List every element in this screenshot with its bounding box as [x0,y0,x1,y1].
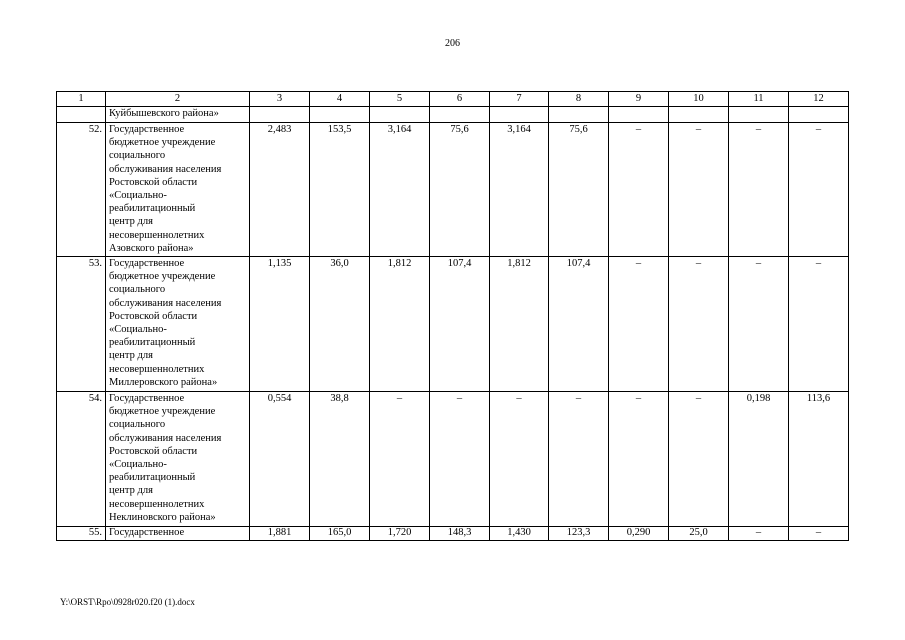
name-line: центр для [109,350,153,362]
value-cell: – [370,392,430,527]
name-line: Ростовской области [109,310,198,322]
value-cell: – [789,257,849,392]
data-table [56,91,849,541]
continuation-cell [609,107,669,123]
name-line: Государственное [109,258,185,269]
continuation-cell [370,107,430,123]
name-line: «Социально- [109,459,167,471]
value-cell: 1,720 [370,527,430,541]
value-cell: – [609,123,669,257]
name-line: Неклиновского района» [109,511,216,523]
header-cell: 4 [310,92,370,107]
continuation-name-cell: Куйбышевского района» [106,107,250,123]
value-cell: 107,4 [430,257,490,392]
name-line: Государственное [109,393,185,404]
value-cell: 148,3 [430,527,490,541]
institution-name-cell [106,257,250,392]
value-cell: – [549,392,609,527]
value-cell: 75,6 [549,123,609,257]
value-cell: 1,812 [490,257,549,392]
header-cell: 5 [370,92,430,107]
institution-name-cell [106,527,250,541]
value-cell: 75,6 [430,123,490,257]
value-cell: – [729,257,789,392]
name-line: Ростовской области [109,445,198,457]
value-cell: – [669,257,729,392]
name-line: обслуживания населения [109,297,222,309]
table-row [57,392,849,527]
value-cell: 113,6 [789,392,849,527]
name-line: несовершеннолетних [109,229,205,241]
continuation-cell [789,107,849,123]
page-number: 206 [445,38,460,49]
header-cell: 11 [729,92,789,107]
row-number-cell: 53. [57,257,106,392]
value-cell: 38,8 [310,392,370,527]
continuation-cell [250,107,310,123]
name-line: «Социально- [109,324,167,336]
name-line: обслуживания населения [109,163,222,175]
continuation-cell [430,107,490,123]
value-cell: 2,483 [250,123,310,257]
value-cell: 1,430 [490,527,549,541]
institution-name-cell [106,123,250,257]
name-line: социального [109,284,166,296]
name-line: реабилитационный [109,472,196,484]
table-row [57,123,849,257]
row-number-cell: 52. [57,123,106,257]
header-cell: 12 [789,92,849,107]
header-cell: 2 [106,92,250,107]
name-line: Ростовской области [109,176,198,188]
value-cell: – [789,527,849,541]
continuation-cell [57,107,106,123]
value-cell: – [609,392,669,527]
value-cell: 25,0 [669,527,729,541]
header-cell: 6 [430,92,490,107]
value-cell: 107,4 [549,257,609,392]
continuation-cell [310,107,370,123]
header-cell: 10 [669,92,729,107]
name-line: социального [109,419,166,431]
name-line: центр для [109,216,153,228]
name-line: Азовского района» [109,242,194,254]
value-cell: 1,881 [250,527,310,541]
value-cell: 123,3 [549,527,609,541]
value-cell: 36,0 [310,257,370,392]
header-cell: 9 [609,92,669,107]
value-cell: 0,198 [729,392,789,527]
table-row [57,527,849,541]
value-cell: – [669,123,729,257]
name-line: бюджетное учреждение [109,271,216,283]
value-cell: 1,135 [250,257,310,392]
header-cell: 7 [490,92,549,107]
table-row [57,257,849,392]
continuation-cell [729,107,789,123]
table-header-row [57,92,849,107]
value-cell: 153,5 [310,123,370,257]
value-cell: – [609,257,669,392]
footer-file-path: Y:\ORST\Rpo\0928r020.f20 (1).docx [60,597,195,607]
row-number-cell: 54. [57,392,106,527]
value-cell: – [430,392,490,527]
header-cell: 1 [57,92,106,107]
value-cell: 3,164 [370,123,430,257]
name-line: Миллеровского района» [109,376,218,388]
value-cell: 0,554 [250,392,310,527]
row-number-cell: 55. [57,527,106,541]
name-line: реабилитационный [109,203,196,215]
institution-name-cell [106,392,250,527]
continuation-cell [669,107,729,123]
value-cell: 0,290 [609,527,669,541]
value-cell: – [669,392,729,527]
name-line: Государственное [109,527,185,538]
name-line: Государственное [109,124,185,135]
header-cell: 3 [250,92,310,107]
name-line: несовершеннолетних [109,363,205,375]
name-line: реабилитационный [109,337,196,349]
continuation-cell [549,107,609,123]
name-line: центр для [109,485,153,497]
value-cell: 3,164 [490,123,549,257]
value-cell: – [490,392,549,527]
value-cell: – [789,123,849,257]
name-line: бюджетное учреждение [109,137,216,149]
value-cell: 165,0 [310,527,370,541]
header-cell: 8 [549,92,609,107]
name-line: несовершеннолетних [109,498,205,510]
name-line: бюджетное учреждение [109,406,216,418]
name-line: обслуживания населения [109,432,222,444]
continuation-row [57,107,849,123]
value-cell: – [729,123,789,257]
name-line: «Социально- [109,190,167,202]
value-cell: 1,812 [370,257,430,392]
continuation-cell [490,107,549,123]
value-cell: – [729,527,789,541]
name-line: социального [109,150,166,162]
